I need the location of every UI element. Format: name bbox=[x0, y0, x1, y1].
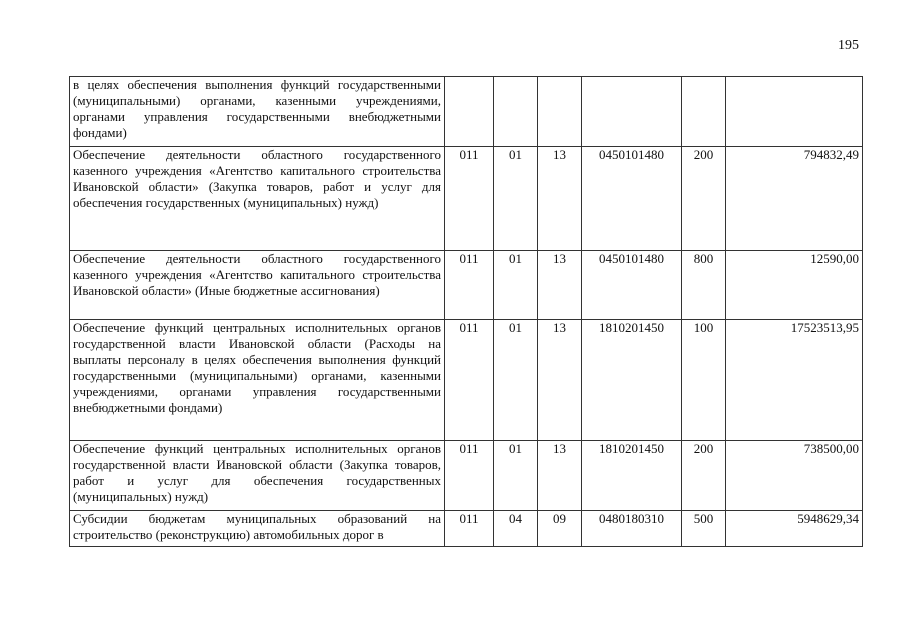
expense-type-code: 100 bbox=[682, 320, 726, 441]
target-code: 0450101480 bbox=[582, 147, 682, 251]
ministry-code bbox=[445, 77, 494, 147]
subsection-code: 09 bbox=[538, 511, 582, 547]
row-description: Обеспечение функций центральных исполнительных органов государственной власти Ивановской области (Закупка товаров, работ и услуг для обеспечения государственных (муниципальных) нужд) bbox=[70, 441, 445, 511]
table-row bbox=[70, 441, 863, 511]
target-code: 1810201450 bbox=[582, 320, 682, 441]
target-code: 1810201450 bbox=[582, 441, 682, 511]
section-code: 01 bbox=[494, 147, 538, 251]
expense-type-code: 800 bbox=[682, 251, 726, 320]
expense-type-code bbox=[682, 77, 726, 147]
amount: 17523513,95 bbox=[726, 320, 863, 441]
table-row bbox=[70, 77, 863, 147]
amount: 12590,00 bbox=[726, 251, 863, 320]
amount bbox=[726, 77, 863, 147]
table-row bbox=[70, 320, 863, 441]
amount: 738500,00 bbox=[726, 441, 863, 511]
ministry-code: 011 bbox=[445, 147, 494, 251]
row-description: Обеспечение деятельности областного государственного казенного учреждения «Агентство капитального строительства Ивановской области» (Иные бюджетные ассигнования) bbox=[70, 251, 445, 320]
amount: 5948629,34 bbox=[726, 511, 863, 547]
row-description: в целях обеспечения выполнения функций государственными (муниципальными) органами, казенными учреждениями, органами управления государственными внебюджетными фондами) bbox=[70, 77, 445, 147]
table-row bbox=[70, 511, 863, 547]
ministry-code: 011 bbox=[445, 251, 494, 320]
subsection-code: 13 bbox=[538, 251, 582, 320]
subsection-code bbox=[538, 77, 582, 147]
ministry-code: 011 bbox=[445, 320, 494, 441]
target-code: 0480180310 bbox=[582, 511, 682, 547]
expense-type-code: 500 bbox=[682, 511, 726, 547]
amount: 794832,49 bbox=[726, 147, 863, 251]
section-code: 04 bbox=[494, 511, 538, 547]
table-row bbox=[70, 251, 863, 320]
section-code: 01 bbox=[494, 320, 538, 441]
row-description: Обеспечение функций центральных исполнительных органов государственной власти Ивановской области (Расходы на выплаты персоналу в целях обеспечения выполнения функций государственными (муниципальными) органами, казенными учреждениями, органами управления государственными внебюджетными фондами) bbox=[70, 320, 445, 441]
subsection-code: 13 bbox=[538, 320, 582, 441]
subsection-code: 13 bbox=[538, 147, 582, 251]
target-code: 0450101480 bbox=[582, 251, 682, 320]
row-description: Субсидии бюджетам муниципальных образований на строительство (реконструкцию) автомобильных дорог в bbox=[70, 511, 445, 547]
expense-type-code: 200 bbox=[682, 147, 726, 251]
section-code bbox=[494, 77, 538, 147]
target-code bbox=[582, 77, 682, 147]
expense-type-code: 200 bbox=[682, 441, 726, 511]
table-row bbox=[70, 147, 863, 251]
section-code: 01 bbox=[494, 441, 538, 511]
section-code: 01 bbox=[494, 251, 538, 320]
ministry-code: 011 bbox=[445, 441, 494, 511]
ministry-code: 011 bbox=[445, 511, 494, 547]
row-description: Обеспечение деятельности областного государственного казенного учреждения «Агентство капитального строительства Ивановской области» (Закупка товаров, работ и услуг для обеспечения государственных (муниципальных) нужд) bbox=[70, 147, 445, 251]
budget-table bbox=[69, 76, 863, 547]
subsection-code: 13 bbox=[538, 441, 582, 511]
page-number: 195 bbox=[838, 38, 859, 53]
